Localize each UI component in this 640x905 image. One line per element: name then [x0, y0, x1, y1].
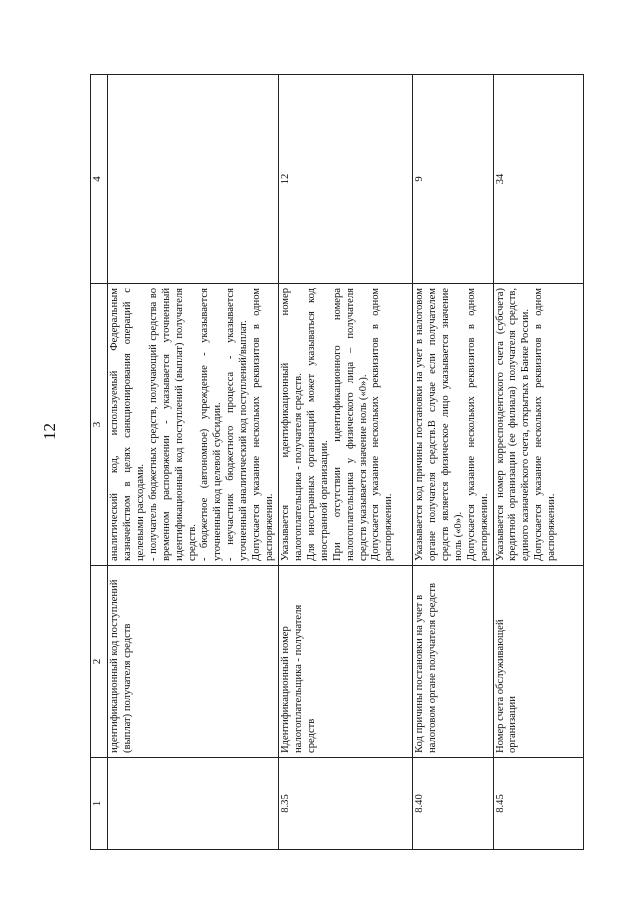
requisite-name: Идентификационный номер налогоплательщика - получателя средств	[278, 566, 412, 758]
requisites-table-container	[90, 75, 558, 850]
table-row	[412, 75, 493, 850]
row-number: 8.35	[278, 758, 412, 850]
requisite-description	[412, 284, 493, 566]
table-header-row	[91, 75, 108, 850]
description-paragraph: - бюджетное (автономное) учреждение - указывается уточненный код целевой субсидии.	[199, 288, 224, 561]
requisite-name: Номер счета обслуживающей организации	[493, 566, 583, 758]
description-paragraph: Допускается указание нескольких реквизитов в одном распоряжении.	[251, 288, 276, 561]
column-header-4: 4	[91, 75, 108, 284]
requisite-description	[108, 284, 279, 566]
description-paragraph: Допускается указание нескольких реквизитов в одном распоряжении.	[370, 288, 395, 561]
row-number	[108, 758, 279, 850]
row-number: 8.40	[412, 758, 493, 850]
requisite-description	[278, 284, 412, 566]
requisite-name: Код причины постановки на учет в налоговом органе получателя средств	[412, 566, 493, 758]
description-paragraph: Для иностранных организаций может указываться код иностранной организации.	[305, 288, 330, 561]
field-length: 9	[412, 75, 493, 284]
requisites-table	[90, 74, 584, 850]
description-paragraph: аналитический код, используемый Федеральным казначейством в целях санкционирования операций с целевыми расходами.	[109, 288, 146, 561]
requisite-name: идентификационный код поступлений (выплат) получателя средств	[108, 566, 279, 758]
row-number: 8.45	[493, 758, 583, 850]
description-paragraph: Допускается указание нескольких реквизитов в одном распоряжении.	[533, 288, 558, 561]
description-paragraph: При отсутствии идентификационного номера налогоплательщика у физического лица – получателя средств указывается значение ноль («0»).	[331, 288, 369, 561]
field-length	[108, 75, 279, 284]
column-header-2: 2	[91, 566, 108, 758]
table-row	[278, 75, 412, 850]
page-number: 12	[40, 423, 59, 440]
table-row	[493, 75, 583, 850]
field-length: 12	[278, 75, 412, 284]
description-paragraph: - неучастник бюджетного процесса - указывается уточненный аналитический код поступлений/выплат.	[225, 288, 250, 561]
requisite-description	[493, 284, 583, 566]
description-paragraph: - получатель бюджетных средств, получающий средства во временном распоряжении - указывается уточненный идентификационный код поступлений (выплат) получателя средств.	[147, 288, 198, 561]
table-row	[108, 75, 279, 850]
description-paragraph: Указывается номер корреспондентского счета (субсчета) кредитной организации (ее филиала) получателя средств, единого казначейского счета, открытых в Банке России.	[494, 288, 532, 561]
column-header-1: 1	[91, 758, 108, 850]
description-paragraph: Указывается идентификационный номер налогоплательщика - получателя средств.	[279, 288, 304, 561]
field-length: 34	[493, 75, 583, 284]
description-paragraph: Допускается указание нескольких реквизитов в одном распоряжении.	[465, 288, 490, 561]
column-header-3: 3	[91, 284, 108, 566]
description-paragraph: Указывается код причины постановки на учет в налоговом органе получателя средств.В случае если получателем средств является физическое лицо указывается значение ноль («0»).	[413, 288, 464, 561]
